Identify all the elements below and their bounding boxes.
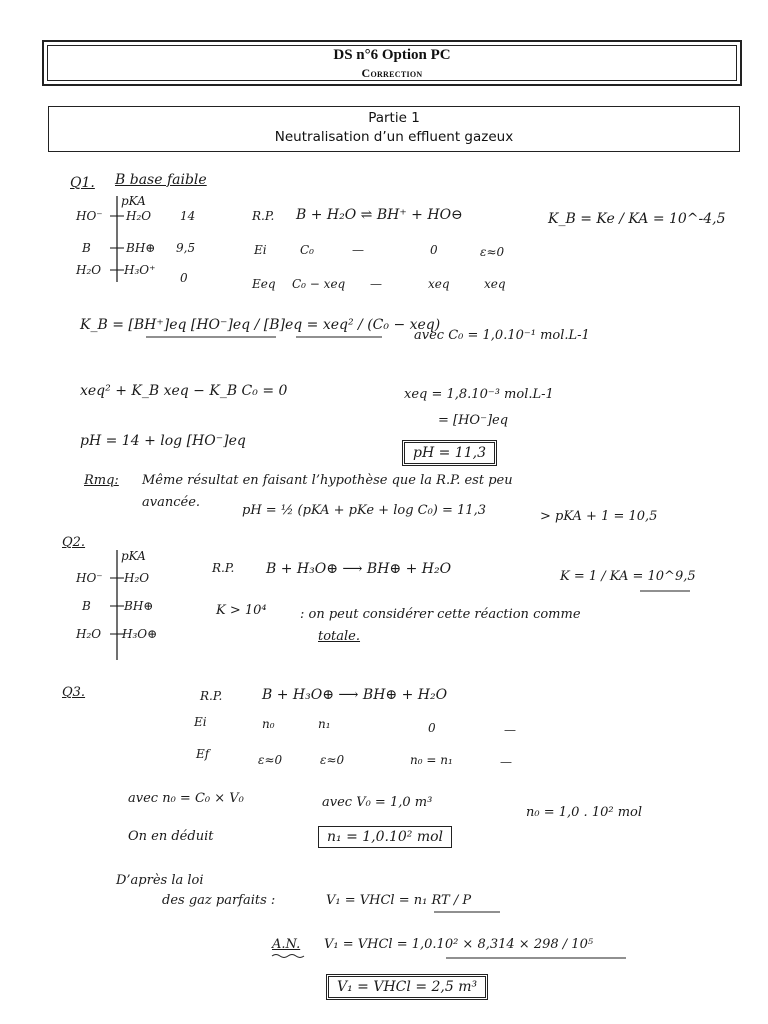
q1-scale-right-2: BH⊕ <box>126 241 156 255</box>
q3-ei-h3o: n₁ <box>318 717 331 731</box>
q3-ef-h3o: ε≈0 <box>320 753 345 767</box>
q1-scale-left-1: HO⁻ <box>76 209 103 223</box>
q3-ef-label: Ef <box>196 747 210 761</box>
q3-loi-line2: des gaz parfaits : <box>162 893 276 908</box>
q3-gaz-formula: V₁ = VHCl = n₁ RT / P <box>326 893 472 908</box>
q2-rp-label: R.P. <box>212 561 235 575</box>
q2-conclusion-2: totale. <box>318 629 361 644</box>
q3-label: Q3. <box>62 685 86 700</box>
q2-scale-top: pKA <box>121 549 146 563</box>
q2-scale-right-2: BH⊕ <box>124 599 154 613</box>
part-subtitle: Neutralisation d’un effluent gazeux <box>274 129 514 145</box>
q2-scale-left-3: H₂O <box>76 627 102 641</box>
q1-eeq-ho: xeq <box>484 277 506 291</box>
document-page: DS n°6 Option PC Correction Partie 1 Neutralisation d’un effluent gazeux Q1. B base faible pKA HO⁻ H₂O 14 B BH⊕ 9,5 H₂O H₃O⁺ 0 R.P. B + H₂O ⇌ BH⁺ + HO⊖ K_B = Ke / KA = 10^-4,5 Ei C₀ — 0 ε≈0 Eeq C₀ − xeq — xeq xeq K_B = [BH⁺]eq [HO⁻]eq / [B]eq = xeq² / (C₀ − xeq) avec C₀ = 1,0.10⁻¹ mol.L-1 xeq² + K_B xeq − K_B C₀ = 0 xeq = 1,8.10⁻³ mol.L-1 = [HO⁻]eq pH = 14 + log [HO⁻]eq pH = 11,3 Rmq: Même résultat en faisant l’hypothèse que la R.P. est peu avancée. pH = ½ (pKA + pKe + log C₀) = 11,3 > pKA + 1 = 10,5 Q2. pKA HO⁻ H₂O B BH⊕ H₂O H₃O⊕ R.P. B + H₃O⊕ ⟶ BH⊕ + H₂O K = 1 / KA = 10^9,5 K > 10⁴ : on peut considérer cette réaction comme totale. Q3. R.P. B + H₃O⊕ ⟶ BH⊕ + H₂O Ei n₀ n₁ 0 — Ef ε≈0 ε≈0 n₀ = n₁ — avec n₀ = C₀ × V₀ avec V₀ = 1,0 m³ n₀ = 1,0 . 10² mol On en déduit n₁ = 1,0.10² mol D’après la loi des gaz parfaits : V₁ = VHCl = n₁ RT / P A.N. V₁ = VHCl = 1,0.10² × 8,314 × 298 / 10⁵ V₁ = VHCl = 2,5 m³ <box>0 0 768 1024</box>
q3-loi-line1: D’après la loi <box>116 873 204 888</box>
q3-final-result: V₁ = VHCl = 2,5 m³ <box>326 974 488 1000</box>
header-box <box>42 40 742 86</box>
q1-scale-value-1: 14 <box>180 209 196 223</box>
q1-rmq-line2: avancée. <box>142 495 201 510</box>
q1-ph-result: pH = 11,3 <box>402 440 497 466</box>
q1-scale-left-2: B <box>82 241 91 255</box>
q1-quadratic: xeq² + K_B xeq − K_B C₀ = 0 <box>80 383 288 399</box>
q1-eeq-b: C₀ − xeq <box>292 277 346 291</box>
q3-deduit: On en déduit <box>128 829 214 844</box>
q3-ei-b: n₀ <box>262 717 275 731</box>
q3-n0-value: n₀ = 1,0 . 10² mol <box>526 805 643 820</box>
q2-k-value: K = 1 / KA = 10^9,5 <box>560 569 696 584</box>
q3-ef-h2o: — <box>500 755 512 769</box>
q1-rmq-line1: Même résultat en faisant l’hypothèse que la R.P. est peu <box>142 473 513 488</box>
q1-xeq-value: xeq = 1,8.10⁻³ mol.L-1 <box>404 387 554 402</box>
q1-scale-value-2: 9,5 <box>176 241 196 255</box>
part-title: Partie 1 <box>368 110 420 126</box>
q3-reaction: B + H₃O⊕ ⟶ BH⊕ + H₂O <box>262 687 448 703</box>
q3-ef-b: ε≈0 <box>258 753 283 767</box>
q2-k-condition: K > 10⁴ <box>216 603 267 618</box>
part-box <box>48 106 740 152</box>
q1-ei-b: C₀ <box>300 243 314 257</box>
q3-ei-label: Ei <box>194 715 207 729</box>
q1-xeq-equals: = [HO⁻]eq <box>438 413 509 428</box>
q1-avec-c0: avec C₀ = 1,0.10⁻¹ mol.L-1 <box>414 328 590 343</box>
q2-scale-left-2: B <box>82 599 91 613</box>
document-title: DS n°6 Option PC <box>333 47 451 63</box>
q1-heading: B base faible <box>115 172 207 188</box>
q1-scale-right-3: H₃O⁺ <box>124 263 156 277</box>
q1-ei-bh: 0 <box>430 243 438 257</box>
q1-ei-ho: ε≈0 <box>480 245 505 259</box>
q1-scale-value-3: 0 <box>180 271 188 285</box>
q1-scale-right-1: H₂O <box>126 209 152 223</box>
q3-ei-h2o: — <box>504 723 516 737</box>
q2-scale-right-3: H₃O⊕ <box>122 627 158 641</box>
q1-rmq-formula: pH = ½ (pKA + pKe + log C₀) = 11,3 <box>242 503 486 518</box>
q1-ei-h2o: — <box>352 243 364 257</box>
q2-scale-left-1: HO⁻ <box>76 571 103 585</box>
q1-ph-formula: pH = 14 + log [HO⁻]eq <box>80 433 246 449</box>
q3-avec-n0: avec n₀ = C₀ × V₀ <box>128 791 244 806</box>
q1-eeq-h2o: — <box>370 277 382 291</box>
q3-n1-result: n₁ = 1,0.10² mol <box>318 826 452 848</box>
q2-conclusion-1: : on peut considérer cette réaction comme <box>300 607 581 622</box>
q1-eeq-label: Eeq <box>252 277 276 291</box>
q1-scale-left-3: H₂O <box>76 263 102 277</box>
q3-avec-v0: avec V₀ = 1,0 m³ <box>322 795 433 810</box>
q1-scale-top: pKA <box>121 194 146 208</box>
q2-label: Q2. <box>62 535 86 550</box>
q3-an-formula: V₁ = VHCl = 1,0.10² × 8,314 × 298 / 10⁵ <box>324 937 594 952</box>
q3-ef-bh: n₀ = n₁ <box>410 753 453 767</box>
q1-reaction: B + H₂O ⇌ BH⁺ + HO⊖ <box>296 207 463 223</box>
q1-rp-label: R.P. <box>252 209 275 223</box>
q1-label: Q1. <box>70 175 95 191</box>
q1-rmq-label: Rmq: <box>84 473 119 488</box>
q1-rmq-compare: > pKA + 1 = 10,5 <box>540 509 658 524</box>
q1-ei-label: Ei <box>254 243 267 257</box>
q3-ei-bh: 0 <box>428 721 436 735</box>
q1-eeq-bh: xeq <box>428 277 450 291</box>
document-subtitle: Correction <box>361 66 423 80</box>
q3-rp-label: R.P. <box>200 689 223 703</box>
q1-kb-definition: K_B = Ke / KA = 10^-4,5 <box>548 211 726 227</box>
q2-scale-right-1: H₂O <box>124 571 150 585</box>
q2-reaction: B + H₃O⊕ ⟶ BH⊕ + H₂O <box>266 561 452 577</box>
q3-an-label: A.N. <box>272 937 301 952</box>
